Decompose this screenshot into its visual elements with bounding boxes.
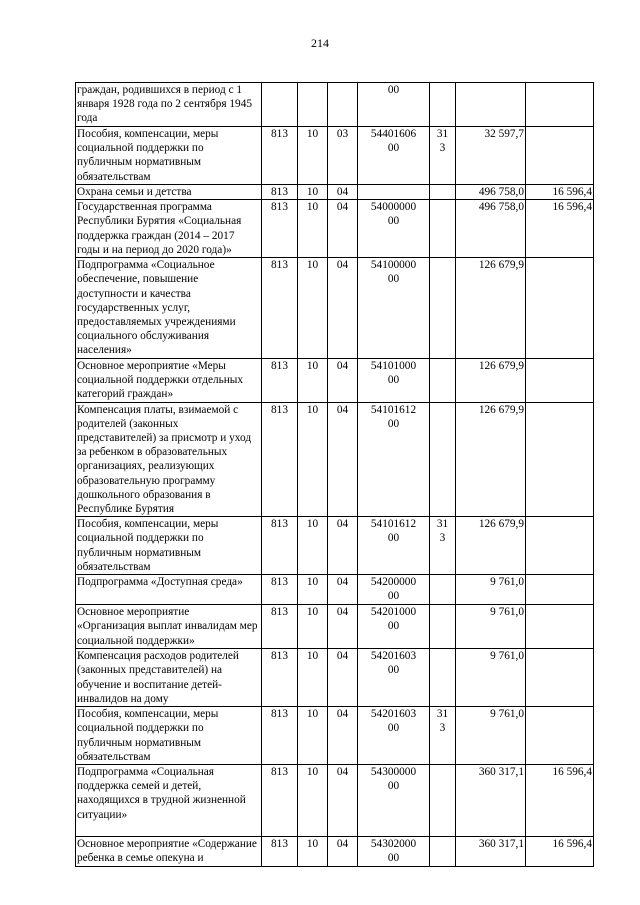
subsection-code-cell: 04 bbox=[328, 200, 358, 258]
amount-subvention-cell: 16 596,4 bbox=[526, 200, 594, 258]
ved-code-cell: 813 bbox=[262, 707, 298, 765]
subsection-code-cell: 04 bbox=[328, 649, 358, 707]
row-name-cell: Пособия, компенсации, меры социальной поддержки по публичным нормативным обязательствам bbox=[76, 707, 262, 765]
table-row bbox=[76, 837, 594, 867]
ved-code-cell: 813 bbox=[262, 200, 298, 258]
amount-subvention-cell bbox=[526, 575, 594, 605]
amount-subvention-cell: 16 596,4 bbox=[526, 765, 594, 837]
ved-code-cell: 813 bbox=[262, 127, 298, 185]
section-code-cell: 10 bbox=[298, 707, 328, 765]
expense-type-cell bbox=[430, 258, 456, 358]
target-article-cell: 54000000 00 bbox=[358, 200, 430, 258]
section-code-cell: 10 bbox=[298, 358, 328, 402]
ved-code-cell: 813 bbox=[262, 258, 298, 358]
target-article-cell bbox=[358, 185, 430, 200]
row-name-cell: Подпрограмма «Социальное обеспечение, повышение доступности и качества государственных услуг, предоставляемых учреждениями социального обслуживания населения» bbox=[76, 258, 262, 358]
amount-subvention-cell bbox=[526, 358, 594, 402]
table-row bbox=[76, 649, 594, 707]
amount-subvention-cell: 16 596,4 bbox=[526, 185, 594, 200]
row-name-cell: Пособия, компенсации, меры социальной поддержки по публичным нормативным обязательствам bbox=[76, 517, 262, 575]
subsection-code-cell: 04 bbox=[328, 765, 358, 837]
target-article-cell: 54201603 00 bbox=[358, 649, 430, 707]
ved-code-cell: 813 bbox=[262, 358, 298, 402]
amount-subvention-cell bbox=[526, 402, 594, 517]
amount-subvention-cell bbox=[526, 649, 594, 707]
table-row bbox=[76, 358, 594, 402]
table-row bbox=[76, 258, 594, 358]
amount-cell: 496 758,0 bbox=[456, 185, 526, 200]
ved-code-cell: 813 bbox=[262, 402, 298, 517]
target-article-cell: 54101612 00 bbox=[358, 402, 430, 517]
row-name-cell: Основное мероприятие «Меры социальной поддержки отдельных категорий граждан» bbox=[76, 358, 262, 402]
ved-code-cell bbox=[262, 83, 298, 127]
row-name-cell: граждан, родившихся в период с 1 января 1928 года по 2 сентября 1945 года bbox=[76, 83, 262, 127]
ved-code-cell: 813 bbox=[262, 575, 298, 605]
expense-type-cell bbox=[430, 358, 456, 402]
expense-type-cell: 31 3 bbox=[430, 707, 456, 765]
subsection-code-cell: 04 bbox=[328, 575, 358, 605]
target-article-cell: 54200000 00 bbox=[358, 575, 430, 605]
target-article-cell: 54201000 00 bbox=[358, 605, 430, 649]
target-article-cell: 54302000 00 bbox=[358, 837, 430, 867]
table-row bbox=[76, 185, 594, 200]
target-article-cell: 54100000 00 bbox=[358, 258, 430, 358]
subsection-code-cell: 04 bbox=[328, 358, 358, 402]
section-code-cell: 10 bbox=[298, 575, 328, 605]
section-code-cell bbox=[298, 83, 328, 127]
row-name-cell: Компенсация расходов родителей (законных представителей) на обучение и воспитание детей-инвалидов на дому bbox=[76, 649, 262, 707]
target-article-cell: 54101000 00 bbox=[358, 358, 430, 402]
section-code-cell: 10 bbox=[298, 837, 328, 867]
subsection-code-cell: 04 bbox=[328, 402, 358, 517]
table-row bbox=[76, 200, 594, 258]
section-code-cell: 10 bbox=[298, 517, 328, 575]
amount-subvention-cell bbox=[526, 83, 594, 127]
target-article-cell: 54201603 00 bbox=[358, 707, 430, 765]
page-number: 214 bbox=[311, 36, 329, 50]
subsection-code-cell: 04 bbox=[328, 707, 358, 765]
amount-cell: 126 679,9 bbox=[456, 517, 526, 575]
row-name-cell: Основное мероприятие «Содержание ребенка в семье опекуна и bbox=[76, 837, 262, 867]
budget-table-body bbox=[76, 83, 594, 867]
section-code-cell: 10 bbox=[298, 605, 328, 649]
table-row bbox=[76, 402, 594, 517]
row-name-cell: Подпрограмма «Социальная поддержка семей и детей, находящихся в трудной жизненной ситуации» bbox=[76, 765, 262, 837]
expense-type-cell bbox=[430, 83, 456, 127]
amount-cell: 9 761,0 bbox=[456, 649, 526, 707]
table-row bbox=[76, 575, 594, 605]
subsection-code-cell: 04 bbox=[328, 517, 358, 575]
section-code-cell: 10 bbox=[298, 649, 328, 707]
amount-cell: 360 317,1 bbox=[456, 837, 526, 867]
section-code-cell: 10 bbox=[298, 765, 328, 837]
amount-cell: 126 679,9 bbox=[456, 358, 526, 402]
amount-subvention-cell bbox=[526, 605, 594, 649]
budget-table bbox=[75, 82, 594, 867]
amount-cell: 126 679,9 bbox=[456, 258, 526, 358]
target-article-cell: 00 bbox=[358, 83, 430, 127]
expense-type-cell: 31 3 bbox=[430, 517, 456, 575]
row-name-cell: Основное мероприятие «Организация выплат инвалидам мер социальной поддержки» bbox=[76, 605, 262, 649]
expense-type-cell: 31 3 bbox=[430, 127, 456, 185]
subsection-code-cell: 04 bbox=[328, 605, 358, 649]
expense-type-cell bbox=[430, 837, 456, 867]
target-article-cell: 54401606 00 bbox=[358, 127, 430, 185]
ved-code-cell: 813 bbox=[262, 837, 298, 867]
subsection-code-cell: 04 bbox=[328, 258, 358, 358]
ved-code-cell: 813 bbox=[262, 517, 298, 575]
ved-code-cell: 813 bbox=[262, 605, 298, 649]
table-row bbox=[76, 517, 594, 575]
row-name-cell: Подпрограмма «Доступная среда» bbox=[76, 575, 262, 605]
expense-type-cell bbox=[430, 649, 456, 707]
target-article-cell: 54101612 00 bbox=[358, 517, 430, 575]
amount-cell: 9 761,0 bbox=[456, 707, 526, 765]
amount-subvention-cell bbox=[526, 258, 594, 358]
section-code-cell: 10 bbox=[298, 127, 328, 185]
ved-code-cell: 813 bbox=[262, 765, 298, 837]
amount-subvention-cell bbox=[526, 127, 594, 185]
amount-cell: 126 679,9 bbox=[456, 402, 526, 517]
ved-code-cell: 813 bbox=[262, 649, 298, 707]
table-row bbox=[76, 83, 594, 127]
amount-subvention-cell: 16 596,4 bbox=[526, 837, 594, 867]
amount-cell: 32 597,7 bbox=[456, 127, 526, 185]
section-code-cell: 10 bbox=[298, 200, 328, 258]
row-name-cell: Государственная программа Республики Бурятия «Социальная поддержка граждан (2014 – 2017 годы и на период до 2020 года)» bbox=[76, 200, 262, 258]
subsection-code-cell: 04 bbox=[328, 185, 358, 200]
amount-subvention-cell bbox=[526, 707, 594, 765]
row-name-cell: Охрана семьи и детства bbox=[76, 185, 262, 200]
amount-cell: 496 758,0 bbox=[456, 200, 526, 258]
section-code-cell: 10 bbox=[298, 402, 328, 517]
expense-type-cell bbox=[430, 200, 456, 258]
expense-type-cell bbox=[430, 185, 456, 200]
subsection-code-cell bbox=[328, 83, 358, 127]
row-name-cell: Компенсация платы, взимаемой с родителей (законных представителей) за присмотр и уход за ребенком в образовательных организациях, реализующих образовательную программу дошкольного образования в Республике Бурятия bbox=[76, 402, 262, 517]
amount-cell: 9 761,0 bbox=[456, 575, 526, 605]
ved-code-cell: 813 bbox=[262, 185, 298, 200]
subsection-code-cell: 04 bbox=[328, 837, 358, 867]
table-row bbox=[76, 707, 594, 765]
subsection-code-cell: 03 bbox=[328, 127, 358, 185]
expense-type-cell bbox=[430, 402, 456, 517]
expense-type-cell bbox=[430, 765, 456, 837]
table-row bbox=[76, 605, 594, 649]
section-code-cell: 10 bbox=[298, 185, 328, 200]
table-row bbox=[76, 765, 594, 837]
row-name-cell: Пособия, компенсации, меры социальной поддержки по публичным нормативным обязательствам bbox=[76, 127, 262, 185]
amount-cell: 9 761,0 bbox=[456, 605, 526, 649]
amount-subvention-cell bbox=[526, 517, 594, 575]
table-row bbox=[76, 127, 594, 185]
section-code-cell: 10 bbox=[298, 258, 328, 358]
target-article-cell: 54300000 00 bbox=[358, 765, 430, 837]
expense-type-cell bbox=[430, 605, 456, 649]
amount-cell bbox=[456, 83, 526, 127]
expense-type-cell bbox=[430, 575, 456, 605]
amount-cell: 360 317,1 bbox=[456, 765, 526, 837]
